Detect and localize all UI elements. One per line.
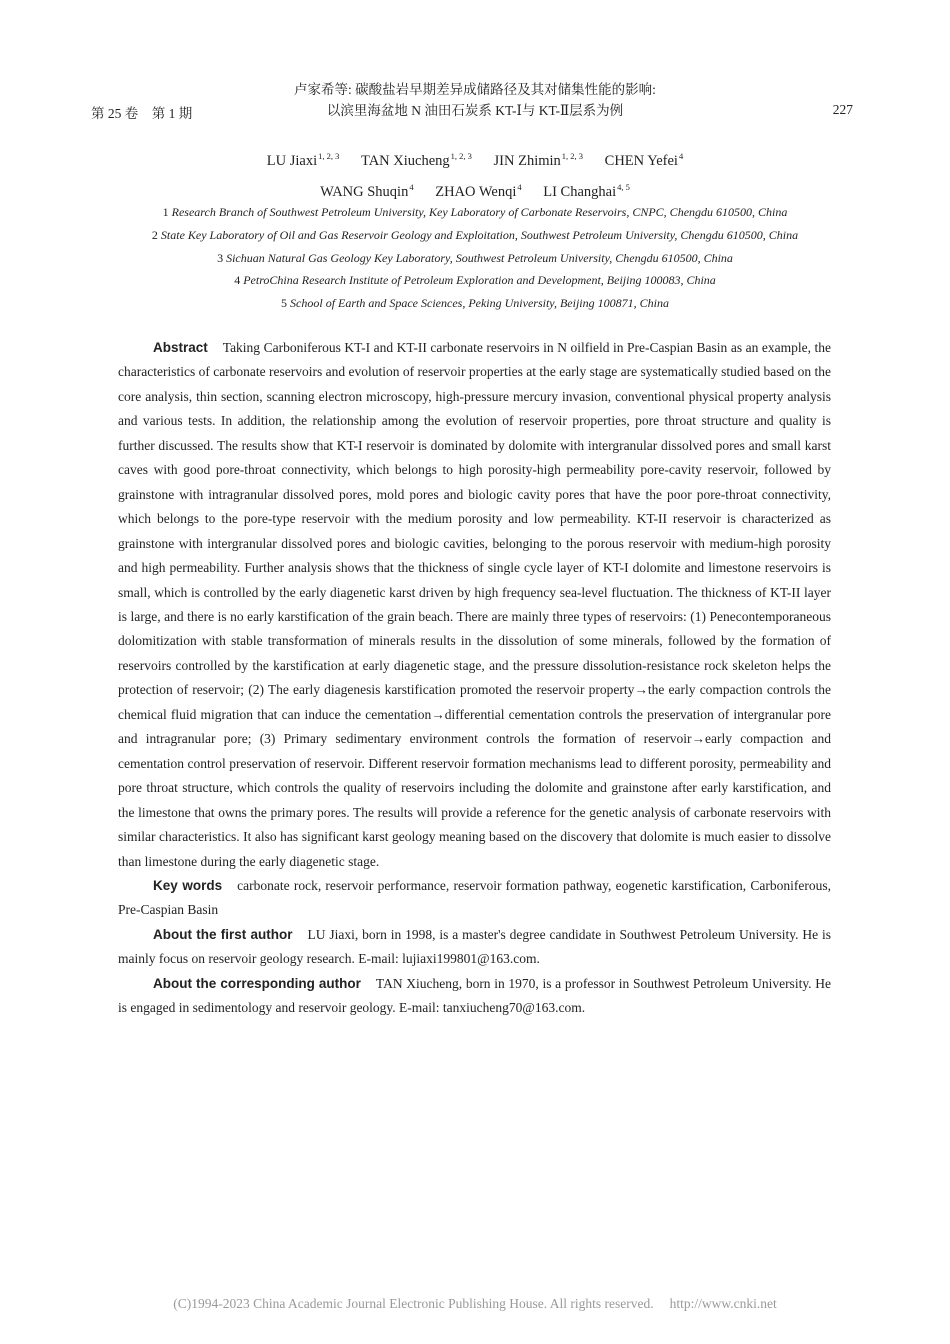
abstract-section (118, 336, 831, 1021)
abstract-text: Taking Carboniferous KT-I and KT-II carbonate reservoirs in N oilfield in Pre-Caspian Basin as an example, the characteristics of carbonate reservoirs and evolution of reservoir properties at the early stage are systematically studied based on the core analysis, thin section, scanning electron microscopy, high-pressure mercury invasion, conventional physical property analysis and various tests. In addition, the relationship among the evolution of reservoir properties, pore throat structure and quality is further discussed. The results show that KT-I reservoir is dominated by dolomite with intergranular dissolved pores and small karst caves with good pore-throat connectivity, which belongs to high porosity-high permeability pore-cavity reservoir, followed by grainstone with intragranular dissolved pores, mold pores and biologic cavity pores that have the poor pore-throat connectivity, which belongs to the pore-type reservoir with the medium porosity and low permeability. KT-II reservoir is characterized as grainstone with intergranular dissolved pores and biologic cavities, belonging to the porous reservoir with medium-high porosity and high permeability. Further analysis shows that the thickness of single cycle layer of KT-I dolomite and limestone reservoirs is small, which is controlled by the early diagenetic karst driven by high frequency sea-level fluctuation. The thickness of KT-II layer is large, and there is no early karstification of the grain beach. There are mainly three types of reservoirs: (1) Penecontemporaneous dolomitization with stable transformation of minerals results in the dissolution of some minerals, followed by the formation of reservoirs controlled by the karstification at early diagenetic stage, and the pressure dissolution-resistance rock skeleton helps the protection of reservoir; (2) The early diagenesis karstification promoted the reservoir property→the early compaction controls the chemical fluid migration that can induce the cementation→differential cementation controls the preservation of intergranular pore and intragranular pore; (3) Primary sedimentary environment controls the formation of reservoir→early compaction and cementation control preservation of reservoir. Different reservoir formation mechanisms lead to different porosity, permeability and pore throat structure, which controls the quality of reservoirs including the dolomite and grainstone after early karstification, and the limestone that owns the primary pores. The results will provide a reference for the genetic analysis of carbonate reservoirs with similar characteristics. It also has significant karst geology meaning based on the discovery that dolomite is much easier to dissolve than limestone during the early diagenetic stage. (118, 340, 831, 869)
page-number: 227 (832, 102, 853, 117)
affiliation-number: 4 (234, 273, 241, 288)
affiliation-text: Sichuan Natural Gas Geology Key Laboratory, Southwest Petroleum University, Chengdu 610500, China (226, 250, 733, 265)
author-line-1 (0, 143, 950, 174)
keywords-paragraph (118, 874, 831, 923)
corresponding-author-label: About the corresponding author (153, 975, 361, 991)
author-affiliation-marks: 1, 2, 3 (561, 151, 584, 161)
affiliation (0, 247, 950, 270)
corresponding-author-text: TAN Xiucheng, born in 1970, is a professor in Southwest Petroleum University. He is engaged in sedimentology and reservoir geology. E-mail: tanxiucheng70@163.com. (118, 975, 831, 1016)
author-affiliation-marks: 4, 5 (617, 182, 630, 192)
affiliation (0, 224, 950, 247)
first-author-text: LU Jiaxi, born in 1998, is a master's degree candidate in Southwest Petroleum University. He is mainly focus on reservoir geology research. E-mail: lujiaxi199801@163.com. (118, 926, 831, 967)
first-author-paragraph (118, 923, 831, 972)
abstract-paragraph (118, 336, 831, 874)
keywords-text: carbonate rock, reservoir performance, reservoir formation pathway, eogenetic karstification, Carboniferous, Pre-Caspian Basin (118, 877, 831, 918)
affiliation-text: Research Branch of Southwest Petroleum University, Key Laboratory of Carbonate Reservoirs, CNPC, Chengdu 610500, China (171, 205, 788, 219)
corresponding-author-paragraph (118, 972, 831, 1021)
cnki-link[interactable]: http://www.cnki.net (669, 1296, 777, 1311)
author-affiliation-marks: 1, 2, 3 (318, 151, 340, 161)
author (494, 153, 584, 169)
copyright-text: (C)1994-2023 China Academic Journal Electronic Publishing House. All rights reserved. (173, 1296, 654, 1311)
author-affiliation-marks: 1, 2, 3 (450, 151, 472, 161)
affiliation-number: 5 (281, 296, 288, 311)
author-name: WANG Shuqin (320, 184, 409, 200)
author-affiliation-marks: 4 (517, 182, 522, 192)
affiliation-number: 3 (217, 250, 224, 265)
author-affiliation-marks: 4 (678, 151, 684, 161)
running-title-line-1: 卢家希等: 碳酸盐岩早期差异成储路径及其对储集性能的影响: (294, 82, 656, 97)
affiliation-list (0, 201, 950, 315)
author-name: LU Jiaxi (266, 153, 318, 169)
author (320, 184, 413, 200)
affiliation-text: State Key Laboratory of Oil and Gas Reservoir Geology and Exploitation, Southwest Petroleum University, Chengdu 610500, China (160, 227, 799, 242)
affiliation-text: PetroChina Research Institute of Petroleum Exploration and Development, Beijing 100083, China (243, 273, 716, 288)
affiliation-text: School of Earth and Space Sciences, Peking University, Beijing 100871, China (290, 296, 669, 311)
author-name: CHEN Yefei (604, 153, 678, 169)
author-list (0, 143, 950, 205)
author (543, 184, 630, 200)
author (361, 153, 472, 169)
author (605, 153, 684, 169)
author-affiliation-marks: 4 (409, 182, 414, 192)
copyright-footer (0, 1296, 950, 1312)
running-title-line-2: 以滨里海盆地 N 油田石炭系 KT-Ⅰ与 KT-Ⅱ层系为例 (326, 103, 624, 118)
abstract-label: Abstract (153, 340, 208, 355)
affiliation-number: 1 (162, 205, 169, 219)
author (435, 184, 521, 200)
keywords-label: Key words (153, 877, 223, 893)
affiliation (0, 201, 950, 224)
journal-volume: 第 25 卷 第 1 期 (91, 106, 193, 121)
running-title (0, 79, 950, 121)
affiliation (0, 269, 950, 292)
author-name: JIN Zhimin (493, 153, 561, 169)
author (267, 153, 340, 169)
author-name: LI Changhai (543, 184, 617, 200)
author-name: TAN Xiucheng (361, 153, 450, 169)
affiliation (0, 292, 950, 315)
first-author-label: About the first author (153, 926, 293, 942)
author-name: ZHAO Wenqi (435, 184, 517, 200)
affiliation-number: 2 (151, 227, 158, 242)
